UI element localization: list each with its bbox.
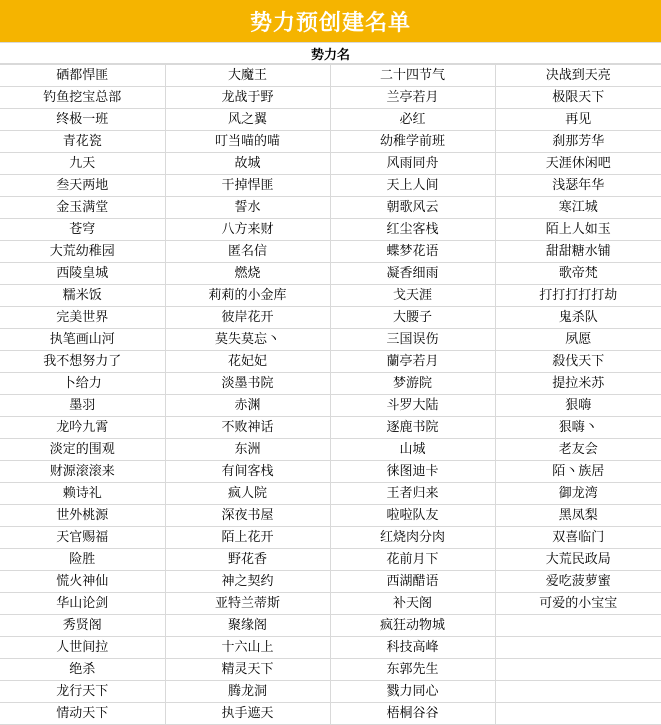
table-cell[interactable]: 情动天下	[0, 703, 165, 725]
table-cell[interactable]: 疯人院	[165, 483, 330, 505]
table-cell[interactable]: 赖诗礼	[0, 483, 165, 505]
table-cell[interactable]: 狠嗨	[495, 395, 661, 417]
table-cell[interactable]: 誓水	[165, 197, 330, 219]
table-cell[interactable]: 大腰子	[330, 307, 495, 329]
table-cell[interactable]: 腾龙洞	[165, 681, 330, 703]
table-cell[interactable]: 执手遮天	[165, 703, 330, 725]
table-cell[interactable]: 完美世界	[0, 307, 165, 329]
table-row	[0, 87, 661, 109]
table-cell[interactable]: 西陵皇城	[0, 263, 165, 285]
table-cell[interactable]	[495, 703, 661, 725]
table-cell[interactable]: 叮当喵的喵	[165, 131, 330, 153]
table-cell[interactable]: 天官赐福	[0, 527, 165, 549]
table-cell[interactable]: 戈天涯	[330, 285, 495, 307]
table-cell[interactable]: 陌上人如玉	[495, 219, 661, 241]
table-row	[0, 263, 661, 285]
table-cell[interactable]: 陌丶族居	[495, 461, 661, 483]
table-cell[interactable]: 绝杀	[0, 659, 165, 681]
table-cell[interactable]: 老友会	[495, 439, 661, 461]
table-row	[0, 439, 661, 461]
table-cell[interactable]: 爱吃菠萝蜜	[495, 571, 661, 593]
table-cell[interactable]: 兰亭若月	[330, 87, 495, 109]
table-row	[0, 659, 661, 681]
table-cell[interactable]: 燃烧	[165, 263, 330, 285]
table-row	[0, 241, 661, 263]
table-cell[interactable]: 黑凤梨	[495, 505, 661, 527]
table-cell[interactable]: 提拉米苏	[495, 373, 661, 395]
table-row	[0, 307, 661, 329]
table-cell[interactable]: 陌上花开	[165, 527, 330, 549]
table-row	[0, 109, 661, 131]
table-cell[interactable]: 东郭先生	[330, 659, 495, 681]
table-cell[interactable]: 淡定的围观	[0, 439, 165, 461]
table-cell[interactable]: 再见	[495, 109, 661, 131]
table-cell[interactable]: 风雨同舟	[330, 153, 495, 175]
table-cell[interactable]: 大魔王	[165, 65, 330, 87]
table-cell[interactable]: 三国误伤	[330, 329, 495, 351]
table-cell[interactable]: 幼稚学前班	[330, 131, 495, 153]
table-cell[interactable]: 险胜	[0, 549, 165, 571]
table-cell[interactable]: 斗罗大陆	[330, 395, 495, 417]
table-cell[interactable]: 蘭亭若月	[330, 351, 495, 373]
table-cell[interactable]: 钓鱼挖宝总部	[0, 87, 165, 109]
table-cell[interactable]: 山城	[330, 439, 495, 461]
table-cell[interactable]: 科技高峰	[330, 637, 495, 659]
table-cell[interactable]: 二十四节气	[330, 65, 495, 87]
table-cell[interactable]: 狠嗨丶	[495, 417, 661, 439]
column-header: 势力名	[0, 43, 661, 64]
table-cell[interactable]: 九天	[0, 153, 165, 175]
table-row	[0, 527, 661, 549]
table-cell[interactable]: 终极一班	[0, 109, 165, 131]
table-row	[0, 637, 661, 659]
table-cell[interactable]: 深夜书屋	[165, 505, 330, 527]
table-cell[interactable]: 莉莉的小金库	[165, 285, 330, 307]
table-cell[interactable]: 决战到天亮	[495, 65, 661, 87]
table-cell[interactable]: 莫失莫忘丶	[165, 329, 330, 351]
table-cell[interactable]: 补天阁	[330, 593, 495, 615]
table-row	[0, 351, 661, 373]
table-cell[interactable]: 浅瑟年华	[495, 175, 661, 197]
table-cell[interactable]: 赤渊	[165, 395, 330, 417]
table-cell[interactable]: 朝歌风云	[330, 197, 495, 219]
table-cell[interactable]: 野花香	[165, 549, 330, 571]
table-cell[interactable]: 淡墨书院	[165, 373, 330, 395]
table-cell[interactable]: 龙吟九霄	[0, 417, 165, 439]
table-row	[0, 505, 661, 527]
table-cell[interactable]: 打打打打打劫	[495, 285, 661, 307]
table-cell[interactable]: 聚缘阁	[165, 615, 330, 637]
table-cell[interactable]: 精灵天下	[165, 659, 330, 681]
table-cell[interactable]: 慌火神仙	[0, 571, 165, 593]
table-cell[interactable]: 梧桐谷谷	[330, 703, 495, 725]
table-cell[interactable]: 叁天两地	[0, 175, 165, 197]
table-row	[0, 329, 661, 351]
table-cell[interactable]: 墨羽	[0, 395, 165, 417]
table-cell[interactable]: 王者归来	[330, 483, 495, 505]
table-row	[0, 65, 661, 87]
table-cell[interactable]: 夙愿	[495, 329, 661, 351]
table-cell[interactable]: 逐鹿书院	[330, 417, 495, 439]
table-cell[interactable]: 梦游院	[330, 373, 495, 395]
table-cell[interactable]: 金玉满堂	[0, 197, 165, 219]
faction-name-table	[0, 64, 661, 725]
table-cell[interactable]	[495, 637, 661, 659]
table-row	[0, 197, 661, 219]
table-cell[interactable]: 御龙湾	[495, 483, 661, 505]
table-cell[interactable]: 我不想努力了	[0, 351, 165, 373]
table-cell[interactable]: 徕图迪卡	[330, 461, 495, 483]
table-cell[interactable]: 大荒幼稚园	[0, 241, 165, 263]
table-row	[0, 703, 661, 725]
table-cell[interactable]: 双喜临门	[495, 527, 661, 549]
table-cell[interactable]: 红烧肉分肉	[330, 527, 495, 549]
table-cell[interactable]: 亚特兰蒂斯	[165, 593, 330, 615]
table-cell[interactable]	[495, 659, 661, 681]
table-cell[interactable]: 花妃妃	[165, 351, 330, 373]
table-cell[interactable]: 执笔画山河	[0, 329, 165, 351]
table-row	[0, 593, 661, 615]
table-cell[interactable]: 十六山上	[165, 637, 330, 659]
table-cell[interactable]: 红尘客栈	[330, 219, 495, 241]
table-cell[interactable]: 华山论剑	[0, 593, 165, 615]
table-cell[interactable]: 殺伐天下	[495, 351, 661, 373]
table-cell[interactable]: 神之契约	[165, 571, 330, 593]
table-cell[interactable]: 有间客栈	[165, 461, 330, 483]
table-cell[interactable]: 彼岸花开	[165, 307, 330, 329]
table-row	[0, 615, 661, 637]
table-cell[interactable]: 故城	[165, 153, 330, 175]
table-cell[interactable]: 西湖醋语	[330, 571, 495, 593]
table-row	[0, 175, 661, 197]
table-row	[0, 681, 661, 703]
table-row	[0, 153, 661, 175]
table-row	[0, 549, 661, 571]
table-cell[interactable]: 啦啦队友	[330, 505, 495, 527]
table-cell[interactable]: 风之翼	[165, 109, 330, 131]
table-cell[interactable]: 天涯休闲吧	[495, 153, 661, 175]
table-cell[interactable]: 东洲	[165, 439, 330, 461]
table-cell[interactable]: 不败神话	[165, 417, 330, 439]
table-cell[interactable]: 青花瓷	[0, 131, 165, 153]
table-cell[interactable]: 可爱的小宝宝	[495, 593, 661, 615]
table-cell[interactable]: 糯米饭	[0, 285, 165, 307]
table-cell[interactable]: 八方来财	[165, 219, 330, 241]
table-cell[interactable]: 秀贤阁	[0, 615, 165, 637]
table-cell[interactable]: 财源滚滚来	[0, 461, 165, 483]
table-cell[interactable]: 匿名信	[165, 241, 330, 263]
table-cell[interactable]: 世外桃源	[0, 505, 165, 527]
table-cell[interactable]	[495, 681, 661, 703]
table-row	[0, 285, 661, 307]
table-cell[interactable]: 极限天下	[495, 87, 661, 109]
table-row	[0, 131, 661, 153]
table-row	[0, 571, 661, 593]
table-cell[interactable]: 凝香细雨	[330, 263, 495, 285]
table-cell[interactable]: 戮力同心	[330, 681, 495, 703]
sheet-title: 势力预创建名单	[0, 0, 661, 43]
table-cell[interactable]: 甜甜糖水铺	[495, 241, 661, 263]
table-cell[interactable]: 鬼杀队	[495, 307, 661, 329]
table-cell[interactable]: 干掉悍匪	[165, 175, 330, 197]
table-cell[interactable]	[495, 615, 661, 637]
table-row	[0, 219, 661, 241]
table-cell[interactable]: 花前月下	[330, 549, 495, 571]
table-cell[interactable]: 寒江城	[495, 197, 661, 219]
table-cell[interactable]: 硒都悍匪	[0, 65, 165, 87]
table-cell[interactable]: 必红	[330, 109, 495, 131]
table-cell[interactable]: 龙行天下	[0, 681, 165, 703]
table-row	[0, 417, 661, 439]
table-cell[interactable]: 苍穹	[0, 219, 165, 241]
table-row	[0, 483, 661, 505]
table-cell[interactable]: 大荒民政局	[495, 549, 661, 571]
table-cell[interactable]: 刹那芳华	[495, 131, 661, 153]
table-cell[interactable]: 歌帝梵	[495, 263, 661, 285]
table-cell[interactable]: 人世间拉	[0, 637, 165, 659]
table-cell[interactable]: 蝶梦花语	[330, 241, 495, 263]
table-cell[interactable]: 疯狂动物城	[330, 615, 495, 637]
table-row	[0, 373, 661, 395]
table-cell[interactable]: 卜给力	[0, 373, 165, 395]
table-row	[0, 395, 661, 417]
table-cell[interactable]: 天上人间	[330, 175, 495, 197]
table-row	[0, 461, 661, 483]
table-cell[interactable]: 龙战于野	[165, 87, 330, 109]
